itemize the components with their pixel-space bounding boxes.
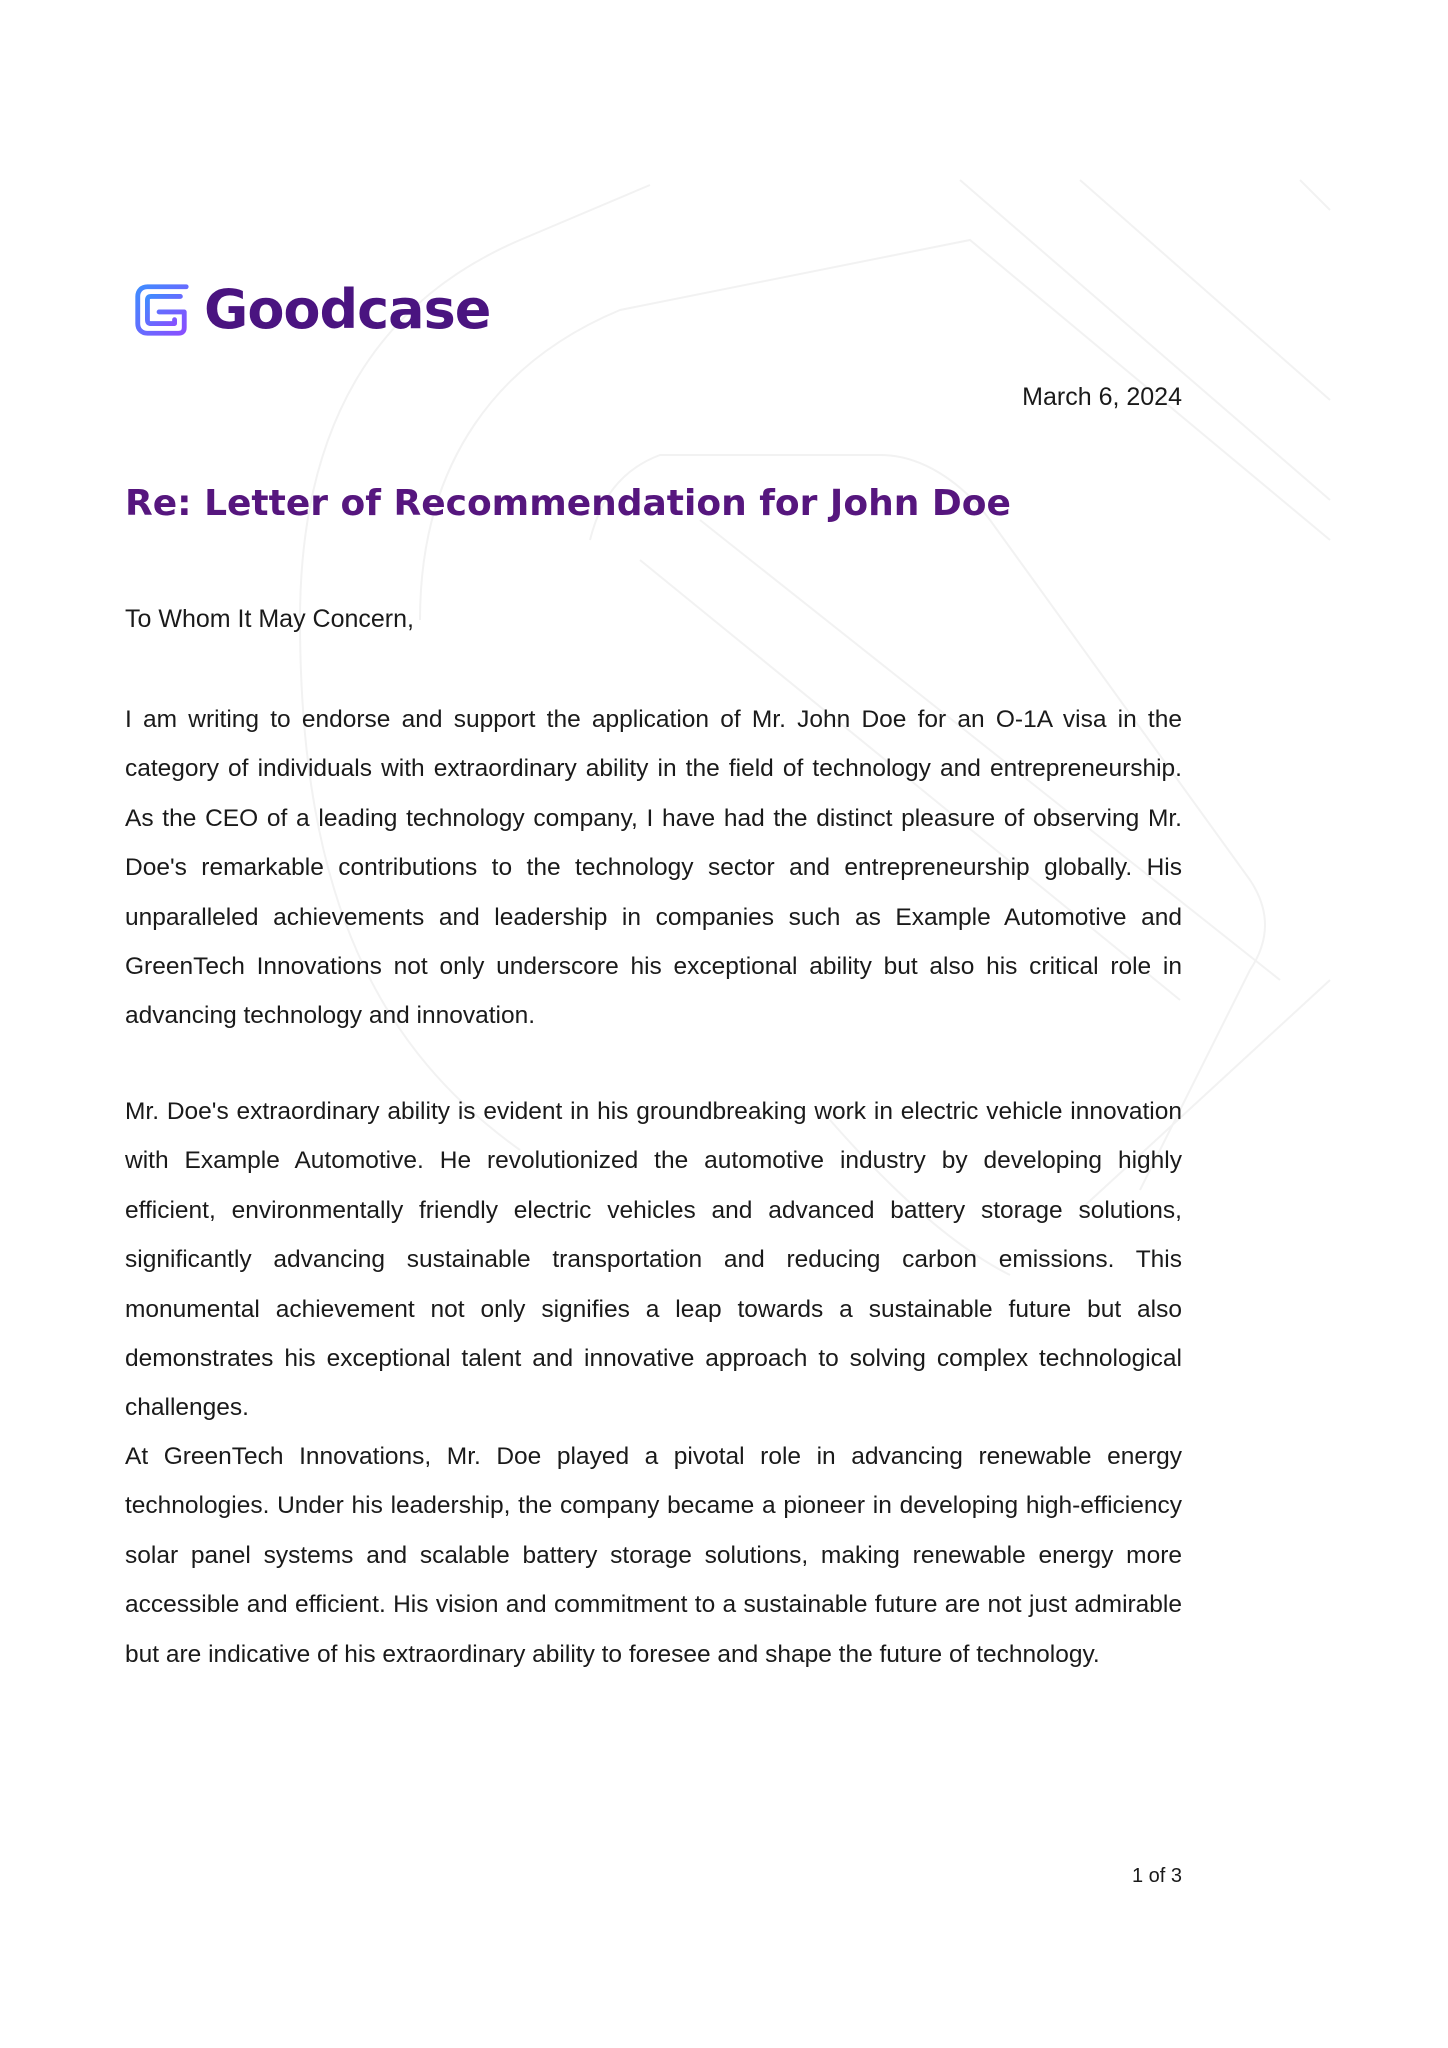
logo-wordmark: Goodcase [204, 278, 491, 341]
page-number: 1 of 3 [1131, 1865, 1182, 1887]
letter-date: March 6, 2024 [1022, 383, 1182, 411]
body-paragraph: At GreenTech Innovations, Mr. Doe played a pivotal role in advancing renewable energy technologies. Under his leadership, the company became a pioneer in developing high-efficiency solar panel systems and scalable battery storage solutions, making renewable energy more accessible and efficient. His vision and commitment to a sustainable future are not just admirable but are indicative of his extraordinary ability to foresee and shape the future of technology. [125, 1443, 1182, 1668]
salutation: To Whom It May Concern, [125, 605, 414, 633]
goodcase-g-logo-icon [130, 279, 192, 341]
body-paragraph: Mr. Doe's extraordinary ability is evident in his groundbreaking work in electric vehicle innovation with Example Automotive. He revolutionized the automotive industry by developing highly efficient, environmentally friendly electric vehicles and advanced battery storage solutions, significantly advancing sustainable transportation and reducing carbon emissions. This monumental achievement not only signifies a leap towards a sustainable future but also demonstrates his exceptional talent and innovative approach to solving complex technological challenges. [125, 1098, 1182, 1422]
company-logo [130, 276, 490, 344]
letter-subject: Re: Letter of Recommendation for John Doe [125, 483, 1011, 524]
body-paragraph: I am writing to endorse and support the application of Mr. John Doe for an O-1A visa in the category of individuals with extraordinary ability in the field of technology and entrepreneurship. As the CEO of a leading technology company, I have had the distinct pleasure of observing Mr. Doe's remarkable contributions to the technology sector and entrepreneurship globally. His unparalleled achievements and leadership in companies such as Example Automotive and GreenTech Innovations not only underscore his exceptional ability but also his critical role in advancing technology and innovation. [125, 706, 1182, 1030]
